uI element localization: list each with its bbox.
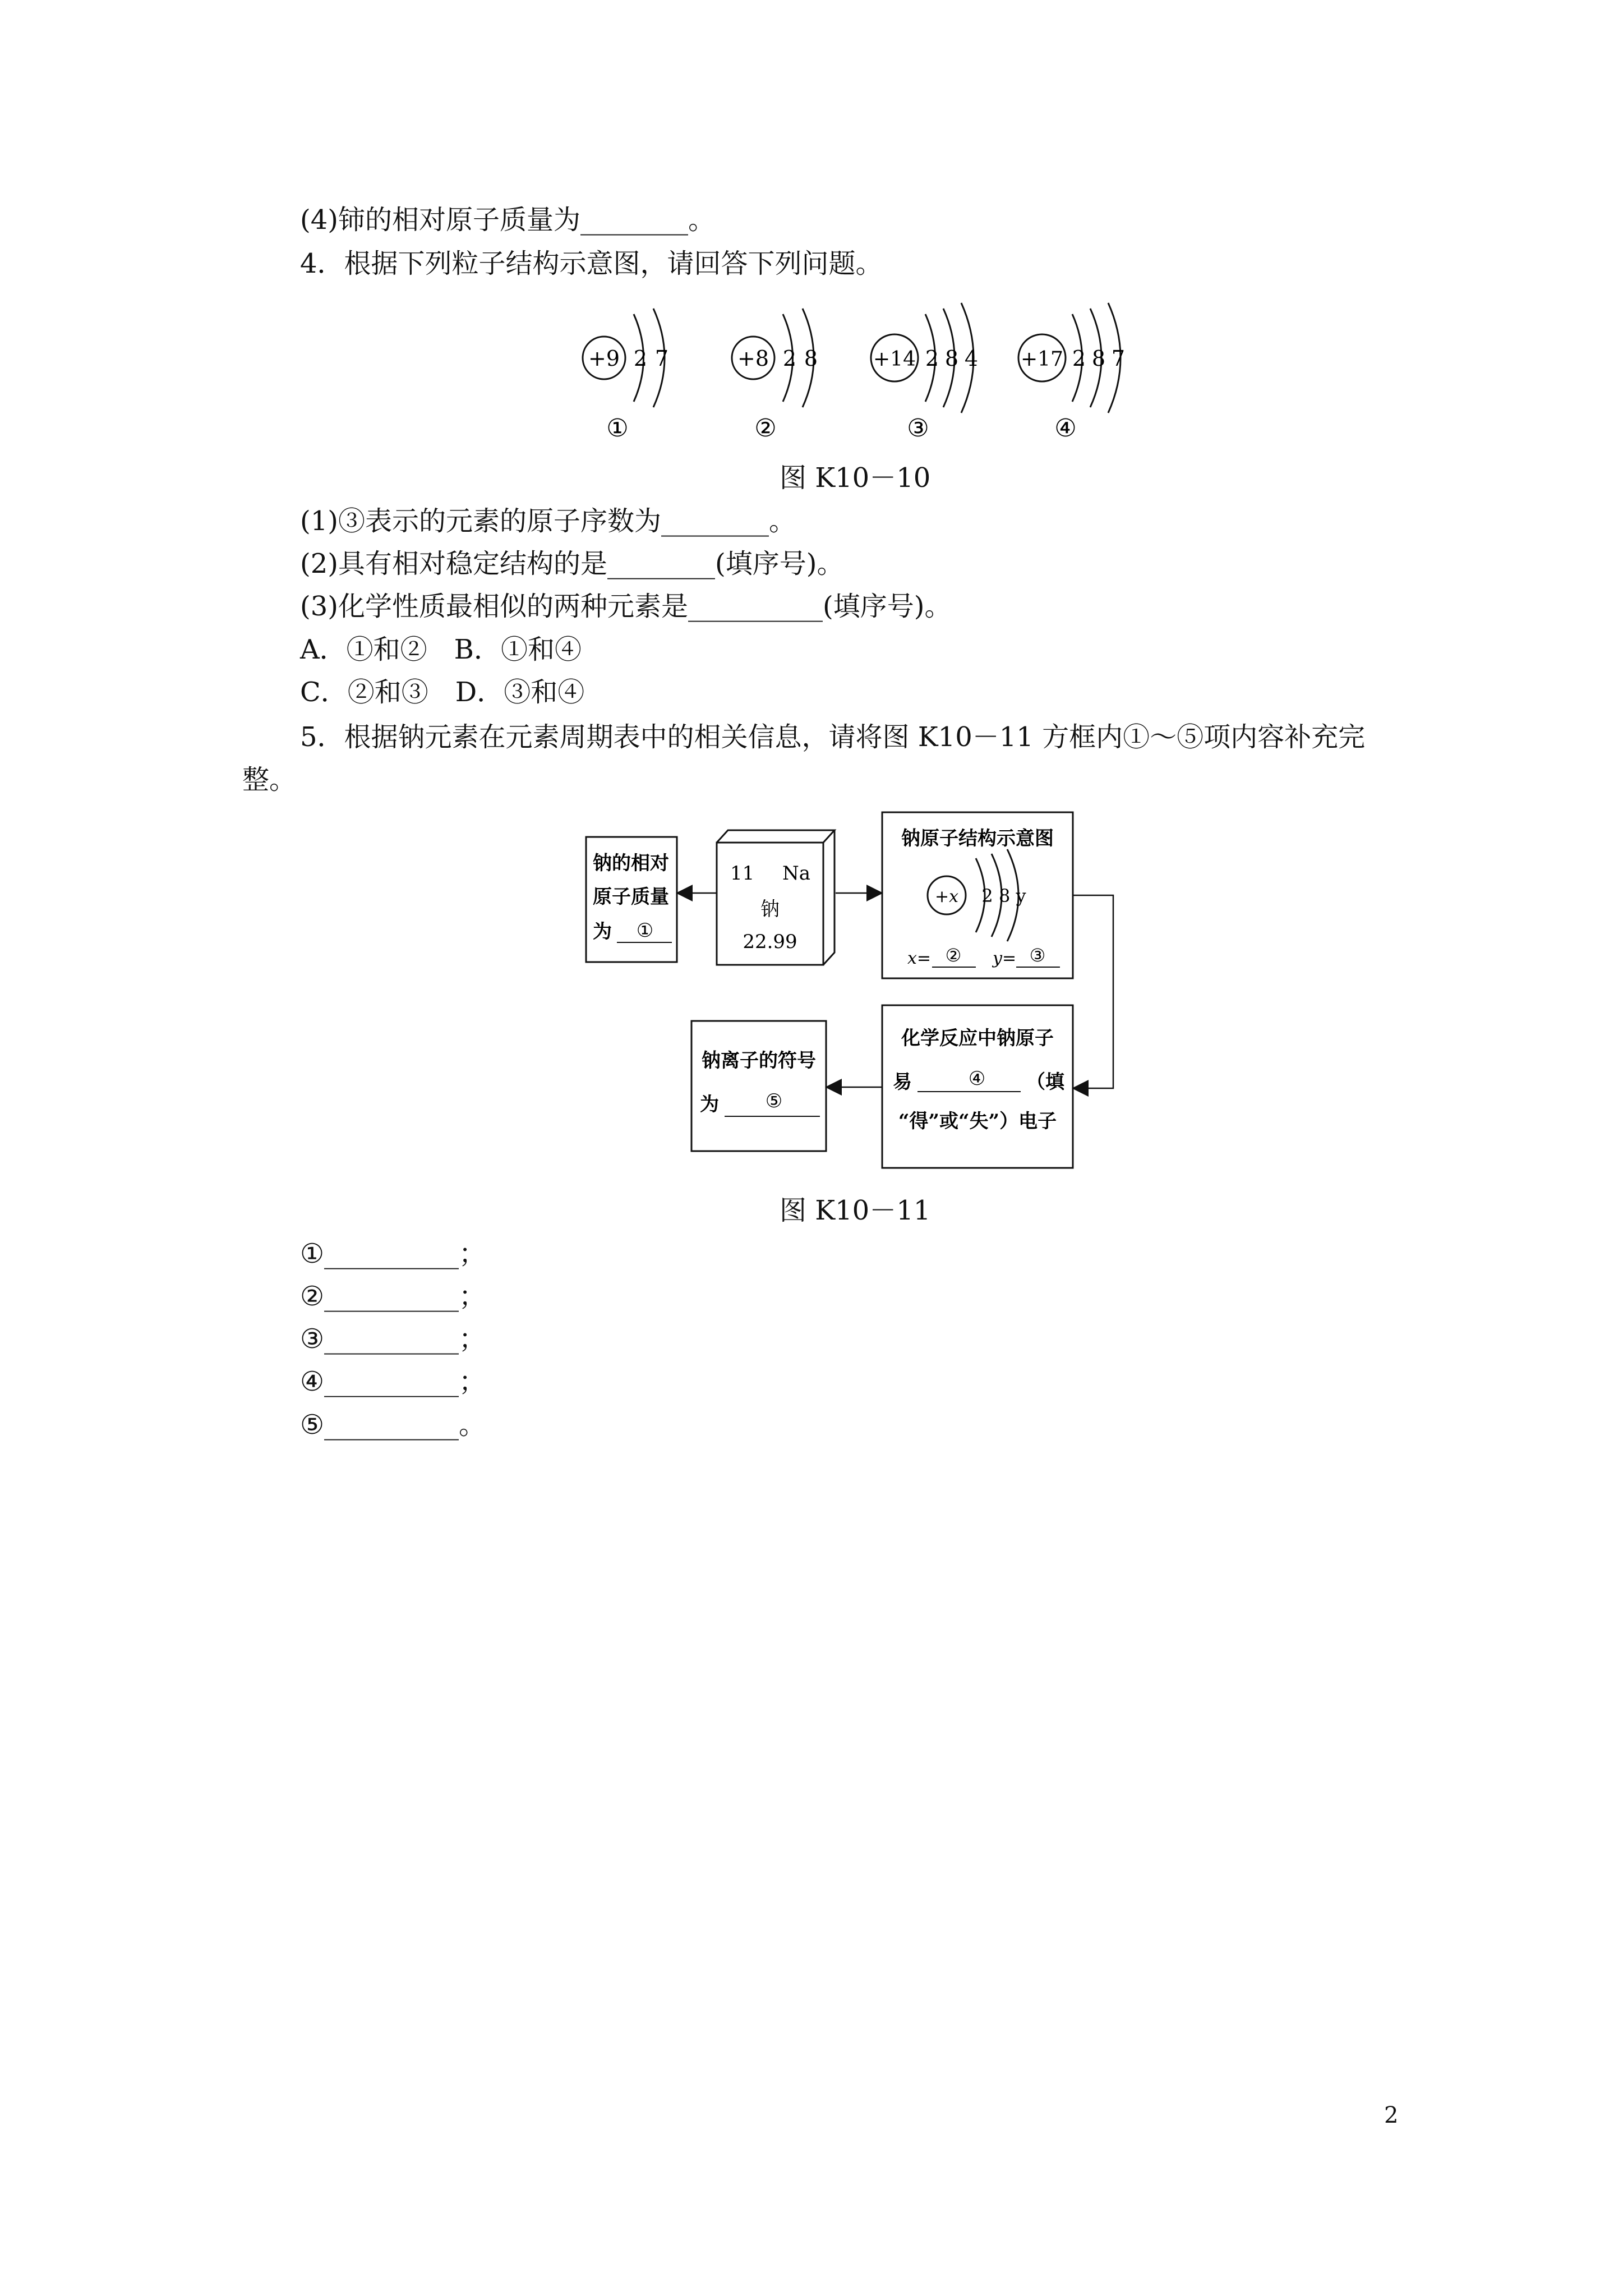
svg-text:+x: +x (934, 887, 959, 907)
q4-stem: 4．根据下列粒子结构示意图，请回答下列问题。 (300, 248, 883, 279)
svg-text:钠离子的符号: 钠离子的符号 (702, 1050, 816, 1072)
box-reaction (882, 1005, 1073, 1168)
atom-4 (1018, 303, 1125, 413)
svg-text:x=: x= (907, 949, 932, 968)
box-ion-symbol (691, 1021, 826, 1151)
cell-symbol: Na (782, 862, 810, 885)
q3-item4: (4)铈的相对原子质量为________。 (300, 204, 715, 236)
atom-4-shell-2: 8 (1091, 346, 1106, 371)
answer-2: ②__________； (300, 1281, 486, 1312)
cell-name: 钠 (760, 898, 780, 921)
sodium-info-diagram (0, 785, 1623, 1200)
atom-3-shell-3: 4 (964, 346, 979, 371)
svg-text:原子质量: 原子质量 (593, 886, 669, 908)
svg-text:易: 易 (893, 1071, 912, 1093)
box-atomic-structure (882, 812, 1073, 978)
atom-4-nucleus: +17 (1021, 348, 1063, 371)
atom-2 (732, 309, 818, 407)
atom-4-shell-3: 7 (1111, 346, 1126, 371)
figure-caption-k10-10: 图 K10－10 (780, 462, 931, 494)
svg-text:为: 为 (700, 1093, 719, 1116)
blank-1: ① (636, 919, 654, 942)
atom-2-shell-1: 2 (782, 346, 797, 371)
atom-3-shell-1: 2 (925, 346, 939, 371)
q4-sub3: (3)化学性质最相似的两种元素是__________(填序号)。 (300, 591, 952, 622)
q4-options-row1: A．①和② B．①和④ (300, 634, 582, 665)
answer-4: ④__________； (300, 1366, 486, 1397)
periodic-cell-sodium (717, 830, 834, 965)
atom-1-shell-2: 7 (654, 346, 669, 371)
answer-5: ⑤__________。 (300, 1409, 486, 1441)
q4-sub2: (2)具有相对稳定结构的是________(填序号)。 (300, 548, 844, 579)
atom-structure-figure (0, 0, 1623, 505)
svg-text:2 8 y: 2 8 y (981, 885, 1026, 907)
atom-2-label: ② (754, 414, 777, 443)
svg-text:化学反应中钠原子: 化学反应中钠原子 (901, 1027, 1054, 1050)
atom-2-nucleus: +8 (737, 346, 769, 371)
cell-mass: 22.99 (743, 931, 797, 953)
blank-5: ⑤ (765, 1090, 783, 1112)
atom-3-shell-2: 8 (944, 346, 959, 371)
atom-2-shell-2: 8 (804, 346, 818, 371)
q4-options-row2: C．②和③ D．③和④ (300, 677, 585, 708)
answer-3: ③__________； (300, 1323, 486, 1355)
blank-4: ④ (968, 1068, 986, 1090)
q5-stem-line1: 5．根据钠元素在元素周期表中的相关信息，请将图 K10－11 方框内①～⑤项内容补充完 (300, 721, 1366, 753)
atom-1 (583, 309, 668, 407)
page-number: 2 (1384, 2102, 1399, 2128)
svg-text:“得”或“失”）电子: “得”或“失”）电子 (898, 1110, 1057, 1133)
atom-3-nucleus: +14 (873, 348, 916, 371)
atom-1-label: ① (606, 414, 629, 443)
cell-atomic-number: 11 (730, 862, 755, 885)
q5-stem-line2: 整。 (242, 764, 297, 795)
atom-4-label: ④ (1054, 414, 1077, 443)
svg-text:y=: y= (993, 949, 1017, 968)
atom-1-nucleus: +9 (588, 346, 620, 371)
svg-text:钠的相对: 钠的相对 (593, 852, 669, 875)
blank-3: ③ (1029, 945, 1046, 966)
box-relative-mass (586, 837, 677, 962)
atom-3 (871, 303, 978, 413)
svg-text:（填: （填 (1026, 1071, 1064, 1093)
atom-3-label: ③ (907, 414, 929, 443)
atom-4-shell-1: 2 (1072, 346, 1086, 371)
figure-caption-k10-11: 图 K10－11 (780, 1195, 931, 1226)
atom-1-shell-1: 2 (633, 346, 648, 371)
answer-1: ①__________； (300, 1238, 486, 1269)
svg-text:钠原子结构示意图: 钠原子结构示意图 (901, 827, 1054, 850)
q4-sub1: (1)③表示的元素的原子序数为________。 (300, 505, 796, 537)
blank-2: ② (945, 945, 962, 966)
svg-text:为: 为 (593, 921, 612, 943)
